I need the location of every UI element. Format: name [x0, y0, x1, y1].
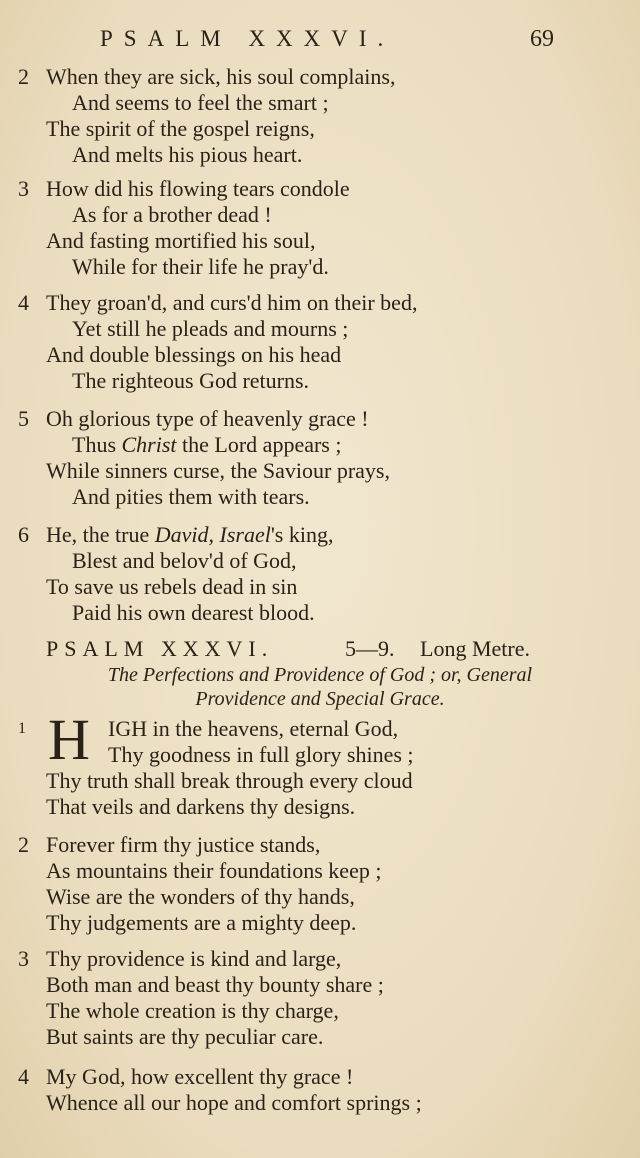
section-psalm-title: PSALM XXXVI. [46, 636, 274, 661]
verse-line: And seems to feel the smart ; [72, 90, 329, 115]
verse-line: While for their life he pray'd. [72, 254, 329, 279]
verse-line: Whence all our hope and comfort springs ; [46, 1090, 422, 1115]
verse-line: Thy goodness in full glory shines ; [108, 742, 414, 767]
verse-number: 4 [18, 290, 29, 315]
verse-number: 3 [18, 946, 29, 971]
verse-line: To save us rebels dead in sin [46, 574, 298, 599]
verse-line: Thy judgements are a mighty deep. [46, 910, 357, 935]
drop-cap: H [48, 707, 90, 772]
verse-line: How did his flowing tears condole [46, 176, 350, 201]
verse-line: They groan'd, and curs'd him on their bed, [46, 290, 418, 315]
section-heading [0, 636, 640, 666]
verse-line: Thy providence is kind and large, [46, 946, 342, 971]
verse-line: Both man and beast thy bounty share ; [46, 972, 384, 997]
verse-line: That veils and darkens thy designs. [46, 794, 356, 819]
page-title: PSALM XXXVI. [100, 26, 395, 51]
verse-line: My God, how excellent thy grace ! [46, 1064, 354, 1089]
verse-line: Wise are the wonders of thy hands, [46, 884, 355, 909]
verse-line: When they are sick, his soul complains, [46, 64, 396, 89]
section-subtitle-line-1: The Perfections and Providence of God ; or, General [107, 664, 533, 686]
verse-line: Yet still he pleads and mourns ; [72, 316, 349, 341]
verse-line: And melts his pious heart. [72, 142, 303, 167]
verse-line: The whole creation is thy charge, [46, 998, 339, 1023]
verse-line: Paid his own dearest blood. [72, 600, 315, 625]
verse-line: Thus Christ the Lord appears ; [72, 432, 342, 457]
page-number: 69 [530, 26, 554, 52]
verse-line: He, the true David, Israel's king, [46, 522, 334, 547]
verse-number: 6 [18, 522, 29, 547]
verse-line: As for a brother dead ! [72, 202, 272, 227]
verse-line: While sinners curse, the Saviour prays, [46, 458, 390, 483]
section-subtitle-line-2: Providence and Special Grace. [195, 688, 445, 710]
verse-line: And fasting mortified his soul, [46, 228, 316, 253]
section-metre: Long Metre. [420, 636, 530, 661]
verse-line: Forever firm thy justice stands, [46, 832, 321, 857]
verse-line: And pities them with tears. [72, 484, 310, 509]
running-header [0, 26, 640, 58]
section-verse-range: 5—9. [345, 636, 395, 661]
verse-number: 5 [18, 406, 29, 431]
verse-line: The righteous God returns. [72, 368, 310, 393]
verse-line: But saints are thy peculiar care. [46, 1024, 324, 1049]
verse-number: 2 [18, 64, 29, 89]
verse-number: 3 [18, 176, 29, 201]
verse-line: Oh glorious type of heavenly grace ! [46, 406, 369, 431]
verse-line: IGH in the heavens, eternal God, [108, 716, 399, 741]
verse-number: 1 [18, 720, 26, 737]
verse-line: The spirit of the gospel reigns, [46, 116, 315, 141]
verse-line: Thy truth shall break through every cloud [46, 768, 413, 793]
verse-line: Blest and belov'd of God, [72, 548, 297, 573]
verse-number: 4 [18, 1064, 29, 1089]
verse-number: 2 [18, 832, 29, 857]
verse-line: And double blessings on his head [46, 342, 342, 367]
verse-line: As mountains their foundations keep ; [46, 858, 382, 883]
